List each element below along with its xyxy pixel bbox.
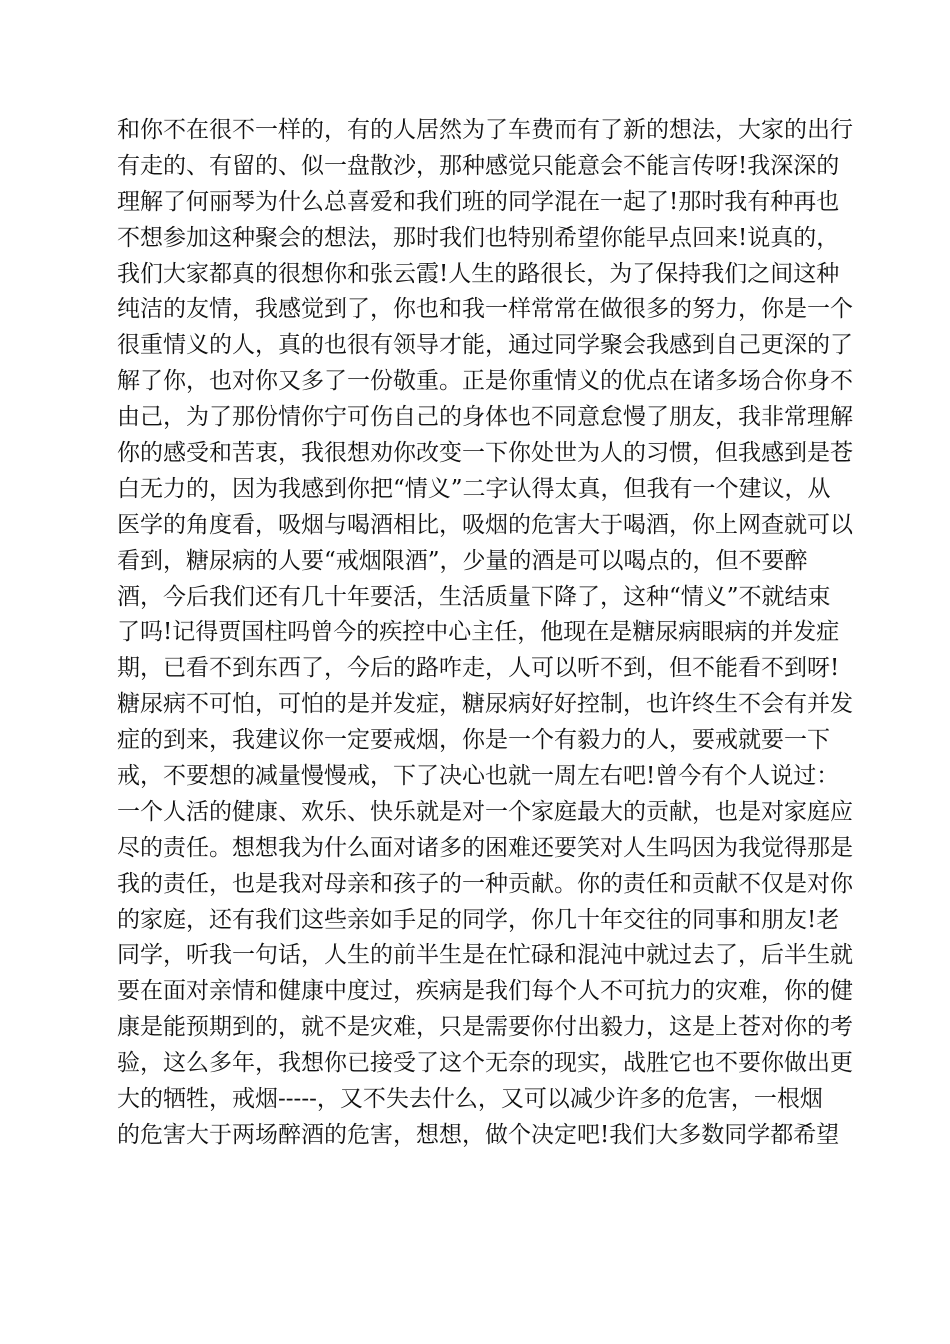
text-line: 期，已看不到东西了，今后的路咋走，人可以听不到，但不能看不到呀!	[117, 655, 840, 682]
letter-body-text	[117, 113, 853, 1154]
text-line: 看到，糖尿病的人要“戒烟限酒”，少量的酒是可以喝点的，但不要醉	[117, 547, 808, 574]
text-line: 康是能预期到的，就不是灾难，只是需要你付出毅力，这是上苍对你的考	[117, 1014, 853, 1041]
text-line: 医学的角度看，吸烟与喝酒相比，吸烟的危害大于喝酒，你上网查就可以	[117, 511, 853, 538]
text-line: 的危害大于两场醉酒的危害，想想，做个决定吧!我们大多数同学都希望	[117, 1121, 840, 1148]
text-line: 要在面对亲情和健康中度过，疾病是我们每个人不可抗力的灾难，你的健	[117, 978, 853, 1005]
text-line: 戒，不要想的减量慢慢戒，下了决心也就一周左右吧!曾今有个人说过：	[117, 763, 840, 790]
text-line: 验，这么多年，我想你已接受了这个无奈的现实，战胜它也不要你做出更	[117, 1050, 853, 1077]
text-line: 糖尿病不可怕，可怕的是并发症，糖尿病好好控制，也许终生不会有并发	[117, 691, 853, 718]
text-line: 白无力的，因为我感到你把“情义”二字认得太真，但我有一个建议，从	[117, 475, 831, 502]
text-line: 了吗!记得贾国柱吗曾今的疾控中心主任，他现在是糖尿病眼病的并发症	[117, 619, 840, 646]
text-line: 纯洁的友情，我感觉到了，你也和我一样常常在做很多的努力，你是一个	[117, 296, 853, 323]
text-line: 不想参加这种聚会的想法，那时我们也特别希望你能早点回来!说真的，	[117, 224, 840, 251]
text-line: 尽的责任。想想我为什么面对诸多的困难还要笑对人生吗因为我觉得那是	[117, 834, 853, 861]
text-line: 的家庭，还有我们这些亲如手足的同学，你几十年交往的同事和朋友!老	[117, 906, 840, 933]
text-line: 和你不在很不一样的，有的人居然为了车费而有了新的想法，大家的出行	[117, 117, 853, 143]
text-line: 理解了何丽琴为什么总喜爱和我们班的同学混在一起了!那时我有种再也	[117, 188, 840, 215]
text-line: 很重情义的人，真的也很有领导才能，通过同学聚会我感到自己更深的了	[117, 332, 853, 359]
text-line: 由己，为了那份情你宁可伤自己的身体也不同意怠慢了朋友，我非常理解	[117, 404, 853, 431]
text-line: 症的到来，我建议你一定要戒烟，你是一个有毅力的人，要戒就要一下	[117, 727, 830, 754]
text-line: 大的牺牲，戒烟-----，又不失去什么，又可以减少许多的危害，一根烟	[117, 1086, 823, 1113]
text-line: 一个人活的健康、欢乐、快乐就是对一个家庭最大的贡献，也是对家庭应	[117, 798, 853, 825]
text-line: 你的感受和苦衷，我很想劝你改变一下你处世为人的习惯，但我感到是苍	[117, 440, 853, 467]
text-line: 酒，今后我们还有几十年要活，生活质量下降了，这种“情义”不就结束	[117, 583, 831, 610]
text-line: 同学，听我一句话，人生的前半生是在忙碌和混沌中就过去了，后半生就	[117, 942, 853, 969]
text-line: 我们大家都真的很想你和张云霞!人生的路很长，为了保持我们之间这种	[117, 260, 840, 287]
text-line: 解了你，也对你又多了一份敬重。正是你重情义的优点在诸多场合你身不	[117, 368, 853, 395]
text-line: 我的责任，也是我对母亲和孩子的一种贡献。你的责任和贡献不仅是对你	[117, 870, 853, 897]
text-line: 有走的、有留的、似一盘散沙，那种感觉只能意会不能言传呀!我深深的	[117, 152, 840, 179]
